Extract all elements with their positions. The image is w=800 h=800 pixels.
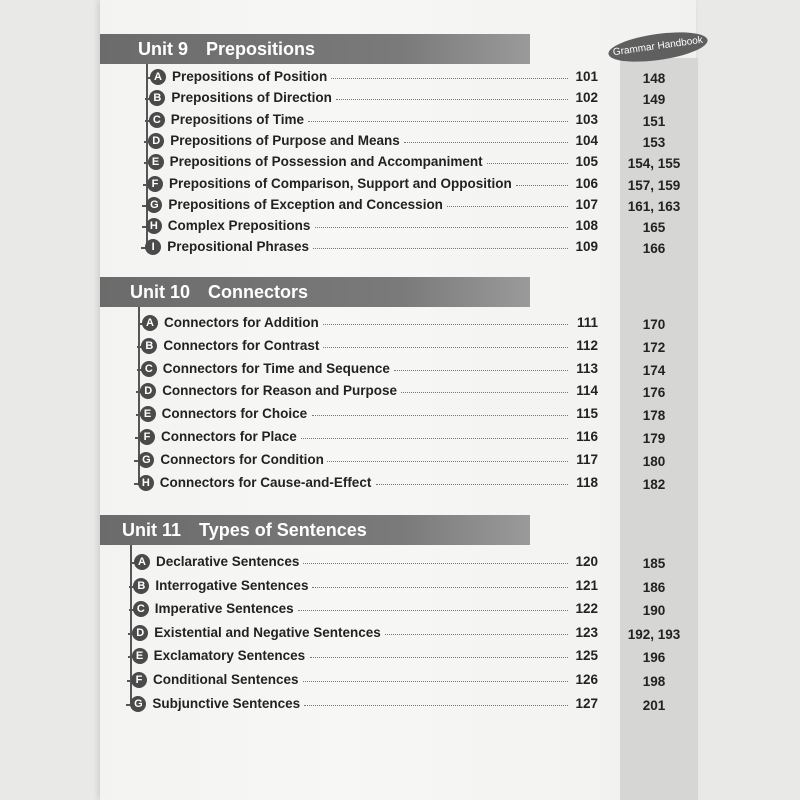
handbook-page: 170 — [642, 317, 666, 332]
entry-title: Connectors for Condition — [160, 451, 324, 467]
toc-entry[interactable] — [100, 624, 696, 644]
page-number: 103 — [575, 111, 598, 127]
toc-entry[interactable] — [100, 217, 696, 237]
toc-entry[interactable] — [100, 196, 696, 216]
toc-entry[interactable] — [100, 314, 696, 334]
entry-title: Complex Prepositions — [167, 218, 311, 234]
unit-number: Unit 10 — [130, 282, 191, 302]
toc-entry[interactable] — [100, 671, 696, 691]
handbook-page: 148 — [642, 71, 666, 86]
toc-entry[interactable] — [100, 89, 696, 109]
entry-letter-badge: F — [139, 429, 155, 445]
unit-header — [100, 277, 530, 307]
handbook-page: 192, 193 — [627, 626, 681, 642]
dot-leader — [312, 415, 568, 416]
page-number: 117 — [576, 451, 598, 467]
entry-letter-badge: D — [132, 625, 148, 641]
dot-leader — [447, 206, 568, 207]
page-number: 118 — [576, 474, 598, 490]
entry-title: Prepositions of Possession and Accompaniment — [169, 154, 483, 170]
page-number: 104 — [575, 132, 598, 148]
entry-title: Connectors for Cause-and-Effect — [159, 474, 372, 490]
toc-entry[interactable] — [100, 238, 696, 258]
entry-title: Prepositions of Time — [170, 111, 305, 127]
dot-leader — [303, 681, 568, 682]
page-number: 106 — [575, 175, 598, 191]
page-number: 122 — [575, 601, 598, 617]
handbook-page: 165 — [642, 220, 666, 236]
entry-title: Connectors for Choice — [161, 406, 308, 422]
entry-title: Prepositions of Exception and Concession — [168, 196, 443, 212]
entry-letter-badge: D — [148, 133, 164, 149]
handbook-page: 186 — [642, 579, 666, 595]
handbook-page: 180 — [642, 453, 666, 469]
page-number: 105 — [575, 154, 598, 170]
handbook-page: 151 — [642, 113, 666, 129]
entry-title: Connectors for Reason and Purpose — [162, 383, 397, 399]
dot-leader — [394, 370, 568, 371]
unit-title: Prepositions — [206, 39, 316, 59]
entry-title: Prepositions of Purpose and Means — [170, 132, 400, 148]
toc-entry[interactable] — [100, 153, 696, 173]
entry-letter-badge: H — [146, 218, 162, 234]
book-page — [100, 0, 704, 800]
handbook-page: 161, 163 — [627, 198, 681, 214]
dot-leader — [308, 121, 568, 122]
toc-entry[interactable] — [100, 451, 696, 471]
toc-entry[interactable] — [100, 553, 696, 573]
page-number: 115 — [576, 406, 598, 422]
handbook-page: 149 — [642, 92, 666, 108]
page-number: 113 — [576, 360, 598, 376]
entry-title: Connectors for Contrast — [163, 337, 320, 353]
entry-letter-badge: G — [146, 197, 162, 213]
handbook-page: 176 — [642, 385, 666, 401]
dot-leader — [323, 347, 568, 348]
dot-leader — [331, 78, 568, 79]
dot-leader — [298, 610, 568, 611]
toc-entry[interactable] — [100, 428, 696, 448]
entry-letter-badge: E — [148, 154, 164, 170]
entry-letter-badge: F — [147, 176, 163, 192]
entry-letter-badge: F — [131, 672, 147, 688]
entry-letter-badge: G — [138, 452, 154, 468]
toc-entry[interactable] — [100, 68, 696, 88]
entry-title: Connectors for Time and Sequence — [162, 360, 390, 376]
entry-letter-badge: E — [140, 406, 156, 422]
entry-letter-badge: E — [132, 648, 148, 664]
toc-entry[interactable] — [100, 111, 696, 131]
page-number: 108 — [575, 218, 598, 234]
entry-title: Existential and Negative Sentences — [154, 624, 381, 640]
handbook-badge: Grammar Handbook — [607, 27, 710, 67]
entry-letter-badge: B — [141, 338, 157, 354]
dot-leader — [376, 484, 568, 485]
dot-leader — [310, 657, 568, 658]
unit-title: Connectors — [208, 282, 309, 302]
dot-leader — [385, 634, 568, 635]
entry-title: Imperative Sentences — [154, 601, 294, 617]
handbook-page: 174 — [642, 362, 666, 378]
page-number: 126 — [575, 672, 598, 687]
unit-number: Unit 9 — [138, 39, 189, 59]
entry-letter-badge: D — [140, 383, 156, 399]
entry-letter-badge: B — [133, 578, 149, 594]
dot-leader — [327, 461, 568, 462]
entry-title: Interrogative Sentences — [155, 577, 309, 593]
toc-entry[interactable] — [100, 175, 696, 195]
toc-entry[interactable] — [100, 474, 696, 494]
page-number: 116 — [576, 429, 598, 444]
unit-number: Unit 11 — [122, 520, 182, 540]
entry-title: Prepositions of Direction — [171, 90, 332, 106]
handbook-page: 196 — [642, 650, 666, 666]
entry-title: Subjunctive Sentences — [152, 695, 301, 711]
toc-entry[interactable] — [100, 577, 696, 597]
entry-title: Prepositions of Comparison, Support and Opposition — [169, 175, 512, 191]
handbook-page: 172 — [642, 339, 666, 355]
toc-entry[interactable] — [100, 337, 696, 357]
entry-letter-badge: B — [149, 90, 165, 106]
dot-leader — [401, 392, 568, 393]
page-number: 121 — [575, 577, 598, 593]
toc-entry[interactable] — [100, 360, 696, 380]
entry-title: Conditional Sentences — [153, 672, 299, 687]
handbook-page: 182 — [642, 476, 666, 492]
dot-leader — [312, 587, 568, 588]
entry-letter-badge: A — [142, 315, 158, 331]
dot-leader — [516, 185, 568, 186]
toc-entry[interactable] — [100, 405, 696, 425]
entry-letter-badge: C — [133, 601, 149, 617]
entry-title: Declarative Sentences — [156, 554, 300, 569]
entry-title: Prepositional Phrases — [167, 239, 309, 255]
handbook-page: 153 — [642, 134, 666, 150]
page-number: 101 — [575, 69, 598, 84]
unit-header — [100, 34, 530, 64]
page-number: 123 — [575, 624, 598, 640]
dot-leader — [313, 248, 568, 249]
page-number: 109 — [575, 239, 598, 255]
entry-title: Exclamatory Sentences — [153, 648, 306, 664]
toc-entry[interactable] — [100, 647, 696, 667]
entry-title: Connectors for Place — [161, 429, 297, 444]
dot-leader — [336, 99, 568, 100]
entry-letter-badge: G — [130, 696, 146, 712]
handbook-page: 185 — [642, 556, 666, 571]
entry-title: Prepositions of Position — [172, 69, 328, 84]
dot-leader — [404, 142, 568, 143]
page-number: 107 — [575, 196, 598, 212]
handbook-page: 179 — [642, 431, 666, 446]
unit-header — [100, 515, 530, 545]
page-number: 111 — [576, 315, 598, 330]
handbook-page: 201 — [642, 697, 666, 713]
dot-leader — [304, 705, 568, 706]
handbook-page: 190 — [642, 603, 666, 619]
handbook-page: 154, 155 — [627, 156, 681, 172]
page-number: 114 — [576, 383, 598, 399]
handbook-page: 198 — [642, 674, 666, 689]
entry-letter-badge: I — [145, 239, 161, 255]
handbook-page: 166 — [642, 241, 666, 257]
handbook-page: 157, 159 — [627, 177, 681, 193]
dot-leader — [301, 438, 568, 439]
toc-entry[interactable] — [100, 132, 696, 152]
dot-leader — [323, 324, 568, 325]
page-number: 127 — [575, 695, 598, 711]
page-number: 112 — [576, 337, 598, 353]
toc-entry[interactable] — [100, 382, 696, 402]
entry-letter-badge: C — [149, 112, 165, 128]
entry-letter-badge: A — [134, 554, 150, 570]
toc-entry[interactable] — [100, 600, 696, 620]
dot-leader — [487, 163, 568, 164]
page-number: 120 — [575, 554, 598, 569]
entry-letter-badge: A — [150, 69, 166, 85]
dot-leader — [315, 227, 568, 228]
entry-letter-badge: C — [141, 361, 157, 377]
unit-title: Types of Sentences — [199, 520, 367, 540]
entry-title: Connectors for Addition — [164, 315, 319, 330]
dot-leader — [303, 563, 568, 564]
toc-entry[interactable] — [100, 695, 696, 715]
entry-letter-badge: H — [138, 475, 154, 491]
page-number: 102 — [575, 90, 598, 106]
handbook-page: 178 — [642, 408, 666, 424]
page-number: 125 — [575, 648, 598, 664]
